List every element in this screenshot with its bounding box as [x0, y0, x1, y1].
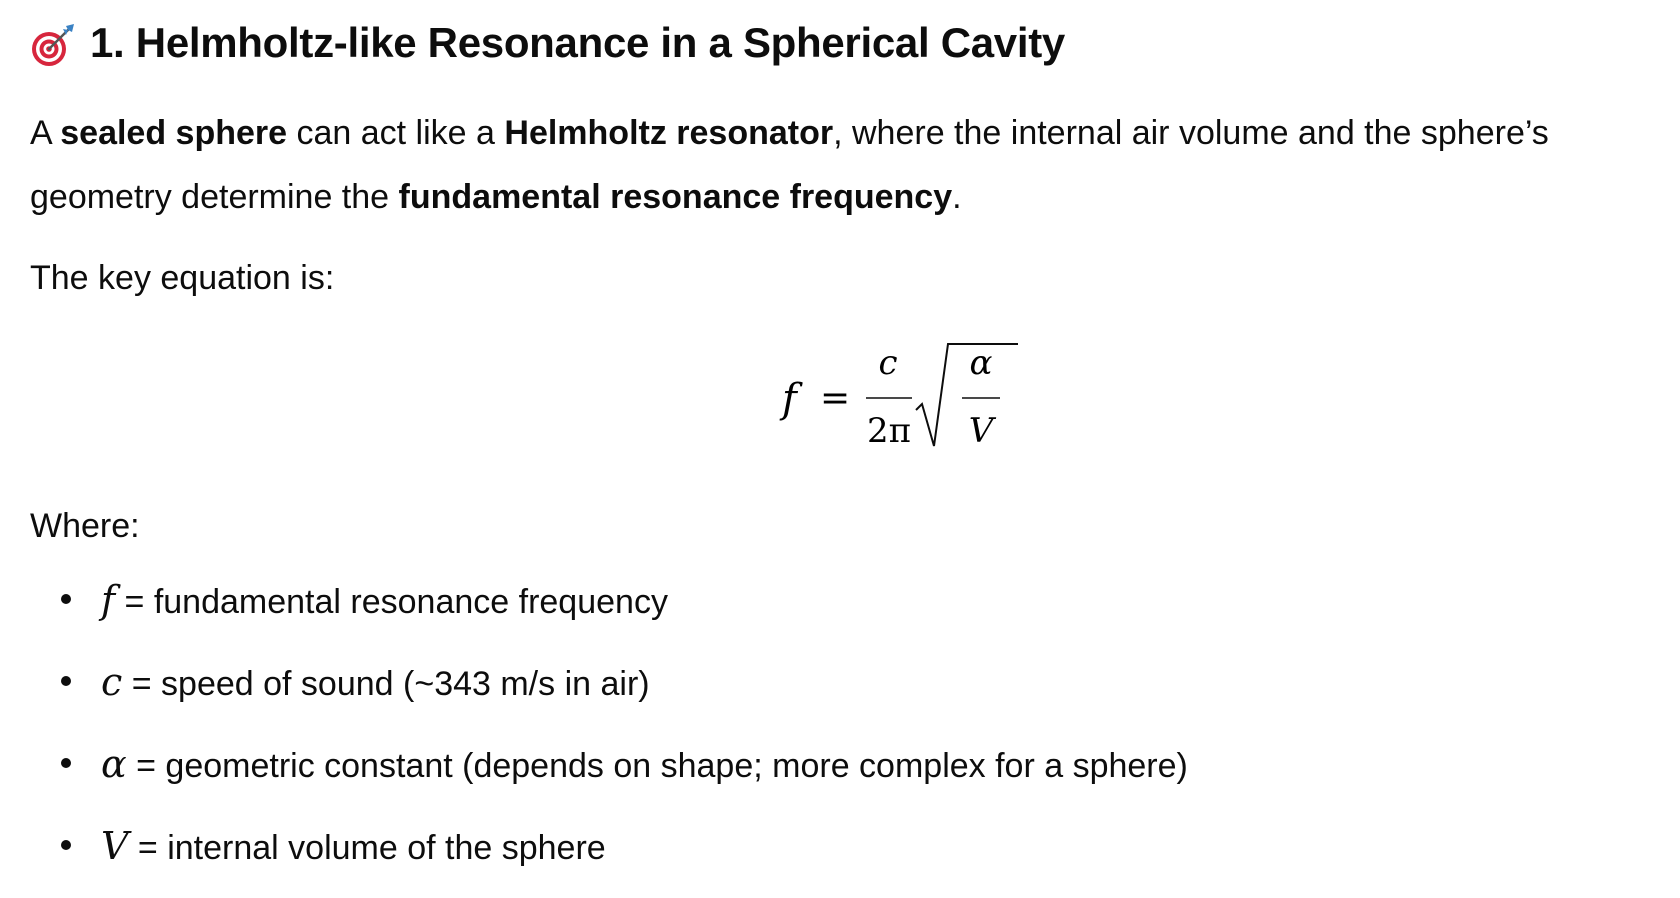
equation-svg — [782, 340, 1022, 460]
bullet-dot — [61, 758, 71, 768]
bullet-dot — [61, 840, 71, 850]
definition-text — [101, 824, 606, 868]
intro-text: can act like a — [287, 114, 505, 152]
intro-bold-fundamental-frequency: fundamental resonance frequency — [398, 178, 953, 216]
definition-symbol: f — [101, 578, 116, 622]
definition-symbol: V — [101, 824, 129, 868]
direct-hit-dart-icon — [30, 22, 76, 68]
intro-paragraph-line-2 — [30, 165, 962, 229]
definition-description: = internal volume of the sphere — [128, 829, 606, 867]
section-heading — [30, 18, 1065, 68]
key-equation-label: The key equation is: — [30, 259, 335, 297]
definition-text — [101, 742, 1188, 786]
definition-symbol: α — [101, 742, 127, 786]
intro-text: A — [30, 114, 61, 152]
definition-text — [101, 660, 650, 704]
where-label: Where: — [30, 507, 140, 545]
eq-lhs-f: f — [782, 376, 797, 422]
definition-description: = geometric constant (depends on shape; more complex for a sphere) — [126, 747, 1188, 785]
definition-symbol: c — [101, 660, 123, 704]
eq-denominator-2pi: 2π — [867, 411, 911, 451]
bullet-dot — [61, 594, 71, 604]
heading-text: 1. Helmholtz-like Resonance in a Spherical Cavity — [90, 19, 1065, 66]
bullet-dot — [61, 676, 71, 686]
intro-bold-helmholtz-resonator: Helmholtz resonator — [504, 114, 834, 152]
eq-equals: = — [820, 378, 851, 419]
intro-text: . — [952, 178, 962, 216]
definition-description: = fundamental resonance frequency — [115, 583, 668, 621]
intro-text: , where the internal air volume and the sphere’s — [833, 114, 1549, 152]
eq-root-numerator-alpha: α — [969, 343, 993, 383]
eq-root-denominator-v: V — [968, 411, 994, 451]
eq-sqrt-sign — [916, 344, 1018, 446]
eq-numerator-c: c — [878, 343, 898, 383]
intro-text: geometry determine the — [30, 178, 399, 216]
intro-paragraph-line-1 — [30, 101, 1549, 165]
resonance-equation — [782, 340, 1022, 460]
definition-text — [101, 578, 668, 622]
intro-bold-sealed-sphere: sealed sphere — [60, 114, 288, 152]
definition-description: = speed of sound (~343 m/s in air) — [122, 665, 650, 703]
